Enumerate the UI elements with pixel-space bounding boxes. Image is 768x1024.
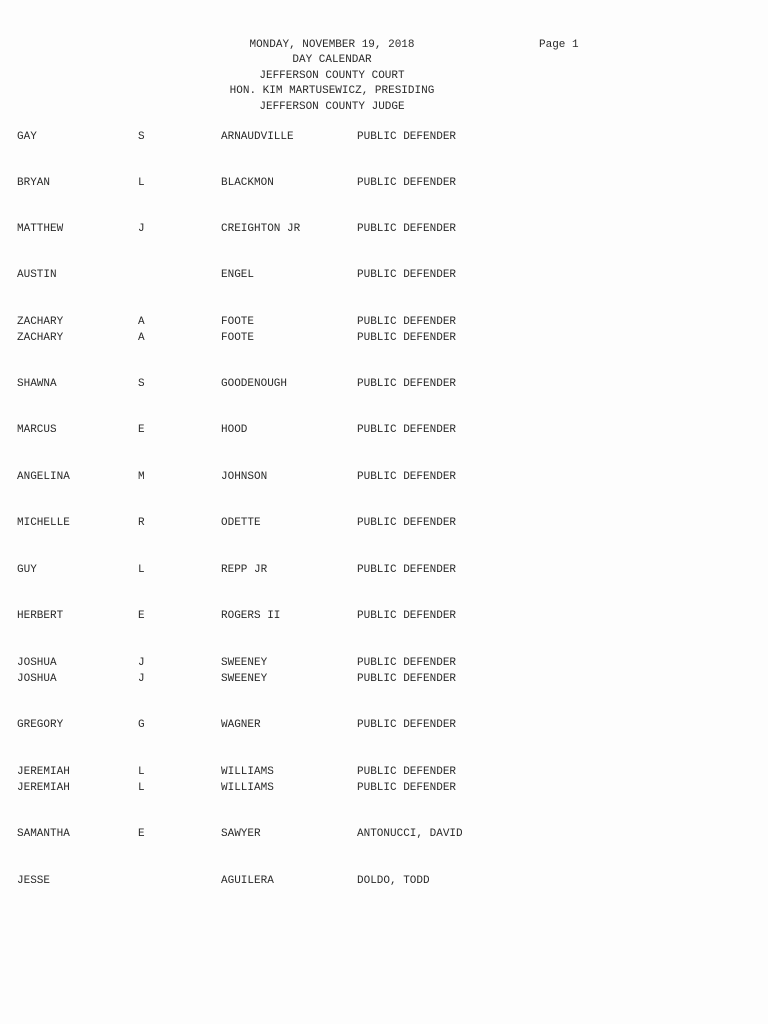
defendant-last-name: ENGEL (221, 269, 255, 281)
defendant-middle-initial: M (138, 471, 145, 483)
defendant-middle-initial: E (138, 828, 145, 840)
attorney-name: PUBLIC DEFENDER (357, 564, 457, 576)
defendant-last-name: FOOTE (221, 331, 255, 344)
defendant-last-name: REPP JR (221, 564, 268, 576)
defendant-middle-initial: L (138, 766, 145, 778)
defendant-last-name: WAGNER (221, 719, 261, 731)
defendant-middle-initial: G (138, 719, 145, 731)
calendar-entry-row (0, 516, 768, 531)
defendant-last-name: AGUILERA (221, 875, 274, 887)
defendant-last-name: ODETTE (221, 517, 261, 529)
defendant-last-name: SAWYER (221, 828, 261, 840)
calendar-entry-row (0, 268, 768, 283)
calendar-entry-row (0, 718, 768, 733)
defendant-first-name: ZACHARY (17, 316, 64, 328)
calendar-entry-row (0, 609, 768, 624)
attorney-name: PUBLIC DEFENDER (357, 424, 457, 436)
defendant-last-name: BLACKMON (221, 177, 274, 189)
calendar-entry-row (0, 423, 768, 438)
defendant-last-name: GOODENOUGH (221, 378, 288, 390)
defendant-first-name: ANGELINA (17, 471, 70, 483)
defendant-first-name: MATTHEW (17, 223, 64, 235)
calendar-entry-row (0, 222, 768, 237)
attorney-name: PUBLIC DEFENDER (357, 657, 457, 669)
calendar-entry-row (0, 827, 768, 842)
calendar-entry-row (0, 315, 768, 330)
calendar-entry-row (0, 176, 768, 191)
defendant-first-name: ZACHARY (17, 331, 64, 344)
defendant-middle-initial: S (138, 378, 145, 390)
calendar-entry-row (0, 874, 768, 889)
attorney-name: PUBLIC DEFENDER (357, 378, 457, 390)
defendant-middle-initial: J (138, 223, 145, 235)
defendant-middle-initial: S (138, 131, 145, 143)
defendant-last-name: CREIGHTON JR (221, 223, 301, 235)
header-court: JEFFERSON COUNTY COURT (259, 69, 405, 82)
header-title: DAY CALENDAR (292, 54, 372, 67)
calendar-entry-row (0, 130, 768, 145)
defendant-last-name: FOOTE (221, 316, 255, 328)
defendant-last-name: JOHNSON (221, 471, 268, 483)
calendar-entry-row (0, 563, 768, 578)
calendar-entry-row (0, 672, 768, 687)
defendant-first-name: GREGORY (17, 719, 64, 731)
attorney-name: PUBLIC DEFENDER (357, 316, 457, 328)
header-presiding: HON. KIM MARTUSEWICZ, PRESIDING (229, 85, 435, 98)
defendant-middle-initial: E (138, 610, 145, 622)
attorney-name: PUBLIC DEFENDER (357, 131, 457, 143)
calendar-entry-row (0, 765, 768, 780)
defendant-first-name: JEREMIAH (17, 781, 70, 794)
defendant-last-name: WILLIAMS (221, 781, 274, 794)
calendar-entry-row (0, 656, 768, 671)
calendar-entry-row (0, 470, 768, 485)
attorney-name: PUBLIC DEFENDER (357, 781, 457, 794)
defendant-middle-initial: A (138, 316, 145, 328)
defendant-last-name: ROGERS II (221, 610, 281, 622)
defendant-last-name: WILLIAMS (221, 766, 274, 778)
defendant-middle-initial: A (138, 331, 145, 344)
defendant-middle-initial: J (138, 672, 145, 685)
defendant-first-name: JEREMIAH (17, 766, 70, 778)
defendant-middle-initial: E (138, 424, 145, 436)
defendant-first-name: JOSHUA (17, 672, 57, 685)
header-date: MONDAY, NOVEMBER 19, 2018 (249, 39, 415, 51)
attorney-name: PUBLIC DEFENDER (357, 517, 457, 529)
attorney-name: ANTONUCCI, DAVID (357, 828, 463, 840)
calendar-entry-row (0, 331, 768, 346)
attorney-name: PUBLIC DEFENDER (357, 766, 457, 778)
defendant-middle-initial: R (138, 517, 145, 529)
defendant-first-name: JESSE (17, 875, 51, 887)
page-number: Page 1 (539, 39, 579, 51)
defendant-first-name: GUY (17, 564, 37, 576)
defendant-first-name: AUSTIN (17, 269, 57, 281)
attorney-name: PUBLIC DEFENDER (357, 471, 457, 483)
defendant-first-name: JOSHUA (17, 657, 57, 669)
attorney-name: PUBLIC DEFENDER (357, 672, 457, 685)
defendant-last-name: SWEENEY (221, 672, 268, 685)
defendant-first-name: SAMANTHA (17, 828, 70, 840)
attorney-name: PUBLIC DEFENDER (357, 269, 457, 281)
defendant-first-name: MICHELLE (17, 517, 70, 529)
defendant-middle-initial: L (138, 781, 145, 794)
attorney-name: PUBLIC DEFENDER (357, 331, 457, 344)
defendant-last-name: HOOD (221, 424, 248, 436)
defendant-middle-initial: L (138, 564, 145, 576)
attorney-name: PUBLIC DEFENDER (357, 719, 457, 731)
attorney-name: PUBLIC DEFENDER (357, 177, 457, 189)
defendant-first-name: GAY (17, 131, 37, 143)
defendant-last-name: ARNAUDVILLE (221, 131, 294, 143)
attorney-name: PUBLIC DEFENDER (357, 223, 457, 235)
attorney-name: DOLDO, TODD (357, 875, 430, 887)
header-judge-title: JEFFERSON COUNTY JUDGE (259, 100, 405, 113)
calendar-entry-row (0, 781, 768, 796)
defendant-last-name: SWEENEY (221, 657, 268, 669)
attorney-name: PUBLIC DEFENDER (357, 610, 457, 622)
defendant-first-name: BRYAN (17, 177, 51, 189)
defendant-middle-initial: L (138, 177, 145, 189)
calendar-entry-row (0, 377, 768, 392)
defendant-first-name: HERBERT (17, 610, 64, 622)
defendant-middle-initial: J (138, 657, 145, 669)
defendant-first-name: MARCUS (17, 424, 57, 436)
defendant-first-name: SHAWNA (17, 378, 57, 390)
